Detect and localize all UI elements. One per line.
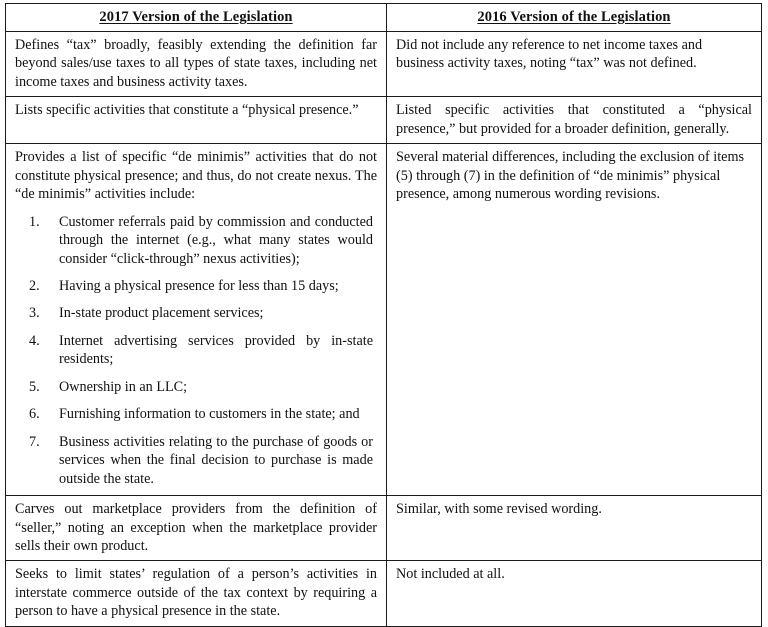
row-5-text-2016: Not included at all. [396,566,505,583]
row-2-cell-2016 [387,97,762,144]
list-item: In-state product placement services; [59,305,264,322]
row-3-cell-2017 [6,144,387,496]
row-5-cell-2016 [387,561,762,626]
row-1-text-2017: Defines “tax” broadly, feasibly extending the definition far beyond sales/use taxes to all types of state taxes, including net income taxes and business activity taxes. [15,37,377,90]
table-header [6,4,762,32]
list-item: Customer referrals paid by commission and conducted through the internet (e.g., what many states would consider “click-through” nexus activities); [59,213,373,267]
row-4-cell-2017 [6,496,387,561]
column-header-2017 [6,4,387,32]
column-header-2016 [387,4,762,32]
row-3-text-2017: Provides a list of specific “de minimis” activities that do not constitute physical presence; and thus, do not create nexus. The “de minimis” activities include: [15,149,377,203]
row-2-text-2017: Lists specific activities that constitute a “physical presence.” [15,102,359,119]
list-item: Furnishing information to customers in the state; and [59,406,360,423]
row-4-text-2016: Similar, with some revised wording. [396,501,602,518]
document-page [0,3,768,624]
row-1-cell-2017 [6,32,387,97]
list-item: Internet advertising services provided by in-state residents; [59,332,373,368]
table-row [6,97,762,144]
table-row [6,144,762,496]
row-3-cell-2016 [387,144,762,496]
row-1-text-2016: Did not include any reference to net income taxes and business activity taxes, noting “tax” was not defined. [396,37,703,72]
table-row [6,496,762,561]
row-1-cell-2016 [387,32,762,97]
row-5-cell-2017 [6,561,387,626]
table-body [6,32,762,627]
row-4-cell-2016 [387,496,762,561]
list-item: Having a physical presence for less than 15 days; [59,277,339,294]
row-3-text-2016: Several material differences, including the exclusion of items (5) through (7) in the definition of “de minimis” physical presence, among numerous wording revisions. [396,149,745,203]
list-item: Ownership in an LLC; [59,378,188,395]
row-4-text-2017: Carves out marketplace providers from the definition of “seller,” noting an exception when the marketplace provider sells their own product. [15,501,377,554]
column-header-2017-label: 2017 Version of the Legislation [99,9,293,25]
de-minimis-activities-list [15,213,377,488]
row-2-text-2016: Listed specific activities that constituted a “physical presence,” but provided for a broader definition, generally. [396,102,752,137]
legislation-comparison-table [5,3,762,627]
table-row [6,561,762,626]
list-item: Business activities relating to the purchase of goods or services when the final decision to purchase is made outside the state. [59,433,373,487]
column-header-2016-label: 2016 Version of the Legislation [477,9,671,25]
table-row [6,32,762,97]
header-row [6,4,762,32]
row-5-text-2017: Seeks to limit states’ regulation of a person’s activities in interstate commerce outside of the tax context by requiring a person to have a physical presence in the state. [15,566,377,620]
row-2-cell-2017 [6,97,387,144]
